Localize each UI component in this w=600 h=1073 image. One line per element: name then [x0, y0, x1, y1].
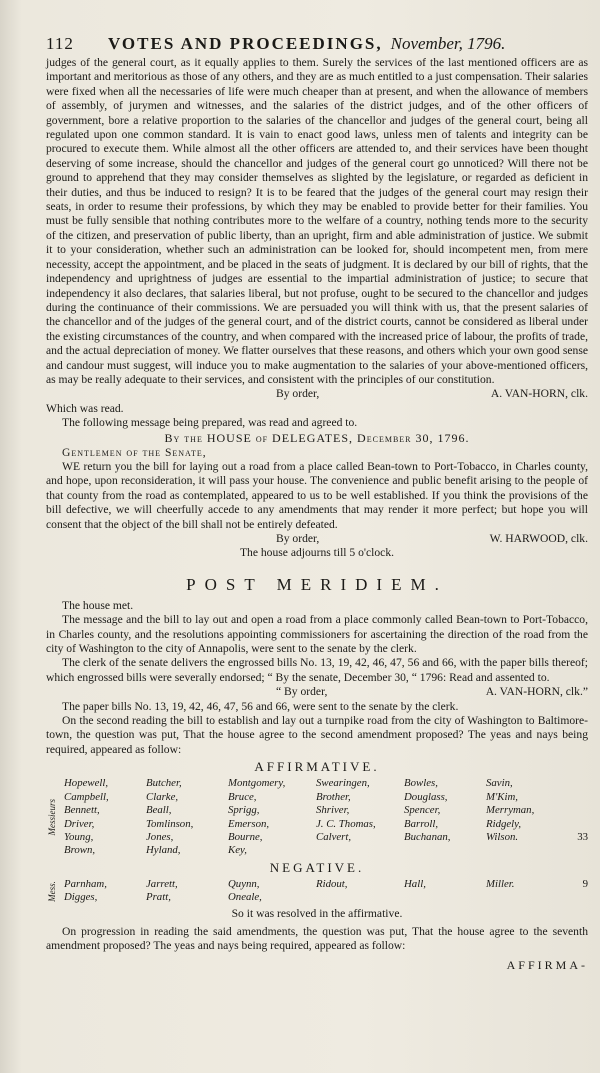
pm-paragraph-1: The house met.	[62, 598, 134, 612]
voter: Bourne,	[228, 830, 263, 843]
voter: Shriver,	[316, 804, 350, 817]
voter: Ridgely,	[486, 817, 522, 830]
affirmative-column-2	[146, 777, 228, 857]
voter: Jones,	[146, 830, 174, 843]
affirmative-heading: AFFIRMATIVE.	[254, 759, 380, 775]
header-date: November, 1796.	[390, 34, 506, 53]
voter: Sprigg,	[228, 804, 260, 817]
voter: Pratt,	[146, 891, 171, 904]
negative-column-6	[486, 878, 568, 905]
negative-column-1	[64, 878, 146, 905]
affirmative-column-5	[404, 777, 486, 857]
voter: Hopewell,	[64, 777, 109, 790]
affirmative-total: 33	[577, 831, 588, 844]
message-intro: The following message being prepared, was read and agreed to.	[62, 416, 358, 430]
voter: Parnham,	[64, 877, 107, 890]
voter: Emerson,	[228, 817, 270, 830]
by-order-1: By order,	[276, 387, 320, 401]
voter: Montgomery,	[228, 777, 286, 790]
voter: Wilson.	[486, 830, 519, 843]
read-note: Which was read.	[46, 401, 124, 415]
voter: Bowles,	[404, 777, 438, 790]
affirmative-column-6	[486, 777, 568, 857]
final-paragraph: On progression in reading the said amendments, the question was put, That the house agree to the seventh amendment proposed? The yeas and nays being required, appeared as follow:	[46, 924, 588, 953]
voter: Ridout,	[316, 877, 348, 890]
voter: Buchanan,	[404, 830, 451, 843]
affirmative-column-3	[228, 777, 316, 857]
negative-total: 9	[582, 877, 588, 890]
voter: Digges,	[64, 891, 98, 904]
voter: Quynn,	[228, 877, 260, 890]
house-line: By the HOUSE of DELEGATES, December 30, 1796.	[164, 430, 470, 445]
voter: Spencer,	[404, 804, 441, 817]
salaries-paragraph: judges of the general court, as it equally applies to them. Surely the services of the last mentioned officers are as important and meritorious as those of any others, and they are as much entitled to a just compensation. Their salaries were fixed when all the necessaries of life were much cheaper than at present, and when the allowance of members of assembly, of jurymen and witnesses, and the salaries of the district judges, and of the other officers of government, bore a relative proportion to the salaries of the chancellor and judges of the general court, being all regulated upon one common standard. It is vain to enact good laws, unless men of talents and integrity can be procured to execute them. While almost all the other officers are attended to, and their services have been thought deserving of some increase, should the chancellor and judges of the general court go unnoticed? Will there not be ground to apprehend that they may consider themselves as slighted by the legislature, or regarded as deficient in their duties, and thus be induced to resign? It is to be feared that the judges of the general court may resign their seats, in order to resume their professions, by which they may be enabled to provide better for their families. You must be fully sensible that nothing contributes more to the welfare of a country, nothing tends more to the security of the citizen, and preservation of public liberty, than an upright, firm and able administration of justice. We submit it to your consideration, whether such an administration can be looked for, should incompetent men, from mere necessity, accept the appointment, and be placed in the seats of judgment. It is declared by our bill of rights, that the independency and uprightness of judges are essential to the impartial administration of justice; to secure that independency it also declares, that salaries liberal, but not profuse, ought to be secured to the chancellor and judges during the continuance of their commissions. We are persuaded you will think with us, that the present salaries of the chancellor and of the judges of the general court, and of the district courts, cannot be considered as liberal under the existing circumstances of the country, and when compared with the increased price of labour, the profits of trade, and the actual depreciation of money. We flatter ourselves that these reasons, and others which your own good sense and candour must suggest, will induce you to make augmentation to the salaries of your above-mentioned officers, as may be really adequate to their services, and consistent with the principles of our constitution.	[46, 56, 588, 386]
clerk-1: A. VAN-HORN, clk.	[490, 387, 588, 401]
signature-1	[46, 387, 588, 401]
voter: Beall,	[146, 804, 172, 817]
voter: M'Kim,	[486, 790, 519, 803]
pm-paragraph-4: The paper bills No. 13, 19, 42, 46, 47, 56 and 66, were sent to the senate by the clerk.	[62, 699, 459, 713]
voter: Bruce,	[228, 790, 257, 803]
voter: Hall,	[404, 877, 426, 890]
affirmative-votes	[46, 777, 588, 857]
voter: Douglass,	[404, 790, 448, 803]
pm-paragraph-5: On the second reading the bill to establish and lay out a turnpike road from the city of Washington to Baltimore-town, the question was put, That the house agree to the second amendment proposed? The yeas and nays being required, appeared as follow:	[46, 714, 588, 756]
voter: J. C. Thomas,	[316, 817, 376, 830]
resolved-note: So it was resolved in the affirmative.	[231, 906, 403, 920]
message-body: WE return you the bill for laying out a road from a place called Bean-town to Port-Tobacco, in Charles county, and hope, upon reconsideration, it will pass your house. The convenience and public benefit arising to the people of that county from the road as contemplated, appeared to us to be well established. If you think the provisions of the bill defective, we will cheerfully accede to any amendments that may render it more perfect; but hope you will consent that the object of the bill shall not be entirely defeated.	[46, 459, 588, 531]
negative-votes	[46, 878, 588, 905]
voter: Clarke,	[146, 790, 179, 803]
salutation: Gentlemen of the Senate,	[62, 445, 207, 459]
signature-2	[46, 532, 588, 546]
post-meridiem-heading: POST MERIDIEM.	[186, 574, 448, 594]
voter: Young,	[64, 830, 94, 843]
voter: Barroll,	[404, 817, 439, 830]
by-order-2: By order,	[276, 532, 320, 545]
voter: Bennett,	[64, 804, 100, 817]
voter: Driver,	[64, 817, 95, 830]
voter: Savin,	[486, 777, 513, 790]
voter: Miller.	[486, 877, 515, 890]
by-order-3: “ By order,	[276, 685, 328, 699]
negative-label: Mess.	[47, 880, 57, 902]
pm-paragraph-2: The message and the bill to lay out and open a road from a place commonly called Bean-town to Port-Tobacco, in Charles county, and the resolutions appointing commissioners for ascertaining the direction of the road from the city of Washington to the city of Annapolis, were sent to the senate by the clerk.	[46, 613, 588, 656]
page-header	[46, 34, 588, 54]
negative-column-5	[404, 878, 486, 905]
signature-3	[46, 685, 588, 699]
affirmative-column-1	[64, 777, 146, 857]
running-title: VOTES AND PROCEEDINGS,	[108, 34, 383, 53]
pm-paragraph-3: The clerk of the senate delivers the engrossed bills No. 13, 19, 42, 46, 47, 56 and 66, with the paper bills thereof; which engrossed bills were severally endorsed; “ By the senate, December 30, “ 1796: Read and assented to.	[46, 656, 588, 684]
voter: Merryman,	[486, 804, 535, 817]
voter: Oneale,	[228, 891, 262, 904]
catchword: AFFIRMA-	[506, 957, 588, 972]
voter: Key,	[228, 844, 247, 857]
negative-column-3	[228, 878, 316, 905]
voter: Tomlinson,	[146, 817, 194, 830]
voter: Campbell,	[64, 790, 109, 803]
voter: Brown,	[64, 844, 96, 857]
voter: Calvert,	[316, 830, 352, 843]
clerk-2: W. HARWOOD, clk.	[489, 532, 588, 545]
voter: Hyland,	[146, 844, 181, 857]
affirmative-column-4	[316, 777, 404, 857]
page-number: 112	[46, 34, 74, 53]
affirmative-label: Messieurs	[47, 799, 57, 836]
voter: Jarrett,	[146, 877, 178, 890]
clerk-3: A. VAN-HORN, clk.”	[485, 685, 588, 699]
negative-heading: NEGATIVE.	[269, 859, 365, 875]
negative-column-2	[146, 878, 228, 905]
voter: Swearingen,	[316, 777, 370, 790]
voter: Brother,	[316, 790, 351, 803]
negative-column-4	[316, 878, 404, 905]
voter: Butcher,	[146, 777, 182, 790]
adjourn-note: The house adjourns till 5 o'clock.	[239, 546, 395, 560]
